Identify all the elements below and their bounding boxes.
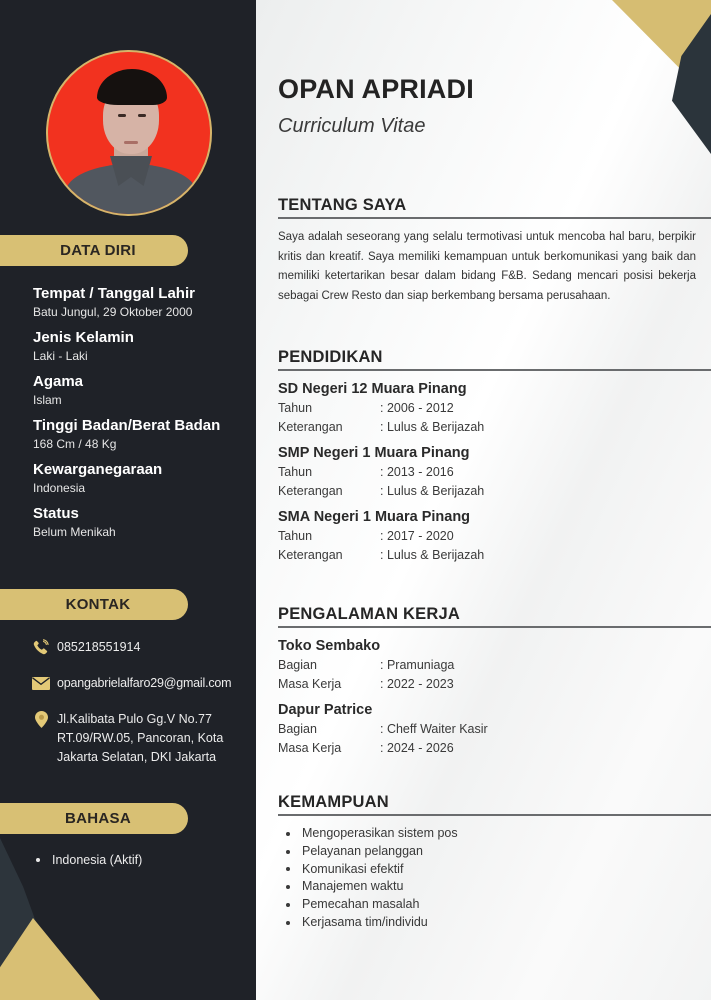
- skill-item: [286, 914, 711, 932]
- experience-entry: [278, 701, 711, 757]
- bullet-icon: [286, 832, 290, 836]
- info-item-gender: [33, 328, 248, 365]
- language-label: Indonesia (Aktif): [52, 853, 143, 867]
- photo-eye: [118, 114, 126, 117]
- skills-list: [278, 825, 711, 932]
- bullet-icon: [286, 867, 290, 871]
- kv-row: [278, 739, 711, 758]
- section-education: [278, 347, 711, 564]
- skill-item: [286, 878, 711, 896]
- skill-label: Pemecahan masalah: [302, 897, 420, 912]
- info-label: Kewarganegaraan: [33, 461, 163, 478]
- contact-phone: [32, 638, 252, 657]
- contact-email: [32, 674, 252, 693]
- kv-value: : Lulus & Berijazah: [380, 482, 484, 501]
- kv-value: : 2013 - 2016: [380, 463, 454, 482]
- address-text: [57, 710, 223, 767]
- info-label: Agama: [33, 373, 84, 390]
- kv-row: [278, 656, 711, 675]
- bullet-icon: [286, 885, 290, 889]
- info-label: Tempat / Tanggal Lahir: [33, 285, 195, 302]
- kv-value: : Pramuniaga: [380, 656, 454, 675]
- address-line: Jl.Kalibata Pulo Gg.V No.77: [57, 712, 212, 726]
- experience-entry: [278, 637, 711, 693]
- candidate-name: OPAN APRIADI: [278, 74, 474, 104]
- section-title: PENDIDIKAN: [278, 347, 711, 371]
- kv-key: Keterangan: [278, 419, 343, 434]
- skill-label: Kerjasama tim/individu: [302, 914, 428, 929]
- education-entry: [278, 444, 711, 500]
- kv-value: : 2024 - 2026: [380, 739, 454, 758]
- kv-key: Keterangan: [278, 547, 343, 562]
- kv-row: [278, 399, 711, 418]
- info-item-religion: [33, 372, 248, 409]
- section-about: [278, 195, 711, 306]
- skill-item: [286, 861, 711, 879]
- skill-label: Pelayanan pelanggan: [302, 843, 423, 858]
- kv-key: Keterangan: [278, 483, 343, 498]
- info-item-height-weight: [33, 416, 248, 453]
- kv-row: [278, 418, 711, 437]
- school-name: SMP Negeri 1 Muara Pinang: [278, 445, 470, 461]
- section-title: KEMAMPUAN: [278, 792, 711, 816]
- bullet-icon: [286, 850, 290, 854]
- kv-key: Tahun: [278, 401, 313, 415]
- mail-icon: [32, 674, 50, 692]
- info-item-citizenship: [33, 460, 248, 497]
- section-heading-bahasa: BAHASA: [0, 803, 188, 834]
- section-title: TENTANG SAYA: [278, 195, 711, 219]
- kv-key: Masa Kerja: [278, 740, 342, 755]
- kv-row: [278, 482, 711, 501]
- about-paragraph: Saya adalah seseorang yang selalu termotivasi untuk mencoba hal baru, berpikir kritis dan kreatif. Saya memiliki kemampuan untuk berkomunikasi yang baik dan memiliki ketertarikan besar dalam bidang F&B. Sedang mencari posisi bekerja sebagai Crew Resto dan siap berkembang bersama perusahaan.: [278, 231, 696, 302]
- address-line: Jakarta Selatan, DKI Jakarta: [57, 750, 217, 764]
- email-address[interactable]: opangabrielalfaro29@gmail.com: [57, 676, 232, 690]
- info-label: Jenis Kelamin: [33, 329, 134, 346]
- education-entry: [278, 380, 711, 436]
- kv-key: Bagian: [278, 658, 317, 672]
- kv-key: Tahun: [278, 465, 313, 479]
- education-entry: [278, 508, 711, 564]
- skill-item: [286, 896, 711, 914]
- profile-photo: [46, 50, 212, 216]
- info-item-birth: [33, 284, 248, 321]
- skill-label: Mengoperasikan sistem pos: [302, 826, 458, 840]
- kv-row: [278, 675, 711, 694]
- info-value: Belum Menikah: [33, 525, 116, 539]
- info-value: Indonesia: [33, 481, 86, 495]
- section-title: PENGALAMAN KERJA: [278, 604, 711, 628]
- photo-mouth: [124, 141, 138, 144]
- section-experience: [278, 604, 711, 757]
- kv-value: : Lulus & Berijazah: [380, 546, 484, 565]
- info-value: Batu Jungul, 29 Oktober 2000: [33, 305, 193, 319]
- document-subtitle: Curriculum Vitae: [278, 115, 426, 137]
- skill-label: Komunikasi efektif: [302, 861, 404, 876]
- phone-icon: [32, 638, 50, 656]
- skill-item: [286, 825, 711, 843]
- bullet-icon: [286, 903, 290, 907]
- section-heading-data-diri: DATA DIRI: [0, 235, 188, 266]
- company-name: Toko Sembako: [278, 638, 381, 654]
- phone-number[interactable]: 085218551914: [57, 640, 141, 654]
- info-value: 168 Cm / 48 Kg: [33, 437, 117, 451]
- company-name: Dapur Patrice: [278, 702, 373, 718]
- info-value: Laki - Laki: [33, 349, 88, 363]
- kv-value: : 2006 - 2012: [380, 399, 454, 418]
- language-list: [36, 851, 142, 869]
- school-name: SD Negeri 12 Muara Pinang: [278, 381, 467, 397]
- info-value: Islam: [33, 393, 62, 407]
- sidebar: [0, 0, 256, 1000]
- location-pin-icon: [32, 710, 50, 728]
- info-item-status: [33, 504, 248, 541]
- kv-row: [278, 546, 711, 565]
- contact-address: [32, 710, 252, 767]
- address-line: RT.09/RW.05, Pancoran, Kota: [57, 731, 224, 745]
- section-heading-kontak: KONTAK: [0, 589, 188, 620]
- contact-list: [32, 638, 252, 784]
- language-item: [36, 851, 142, 869]
- bullet-icon: [36, 858, 40, 862]
- kv-value: : 2022 - 2023: [380, 675, 454, 694]
- school-name: SMA Negeri 1 Muara Pinang: [278, 509, 471, 525]
- kv-row: [278, 463, 711, 482]
- photo-hair: [97, 69, 167, 105]
- info-label: Tinggi Badan/Berat Badan: [33, 417, 221, 434]
- photo-eye: [138, 114, 146, 117]
- skill-label: Manajemen waktu: [302, 879, 404, 894]
- section-skills: [278, 792, 711, 932]
- kv-key: Masa Kerja: [278, 676, 342, 691]
- kv-value: : Cheff Waiter Kasir: [380, 720, 488, 739]
- kv-value: : Lulus & Berijazah: [380, 418, 484, 437]
- kv-key: Bagian: [278, 722, 317, 736]
- skill-item: [286, 843, 711, 861]
- kv-row: [278, 527, 711, 546]
- kv-value: : 2017 - 2020: [380, 527, 454, 546]
- kv-row: [278, 720, 711, 739]
- personal-info-list: [33, 284, 248, 548]
- bullet-icon: [286, 921, 290, 925]
- info-label: Status: [33, 505, 79, 522]
- kv-key: Tahun: [278, 529, 313, 543]
